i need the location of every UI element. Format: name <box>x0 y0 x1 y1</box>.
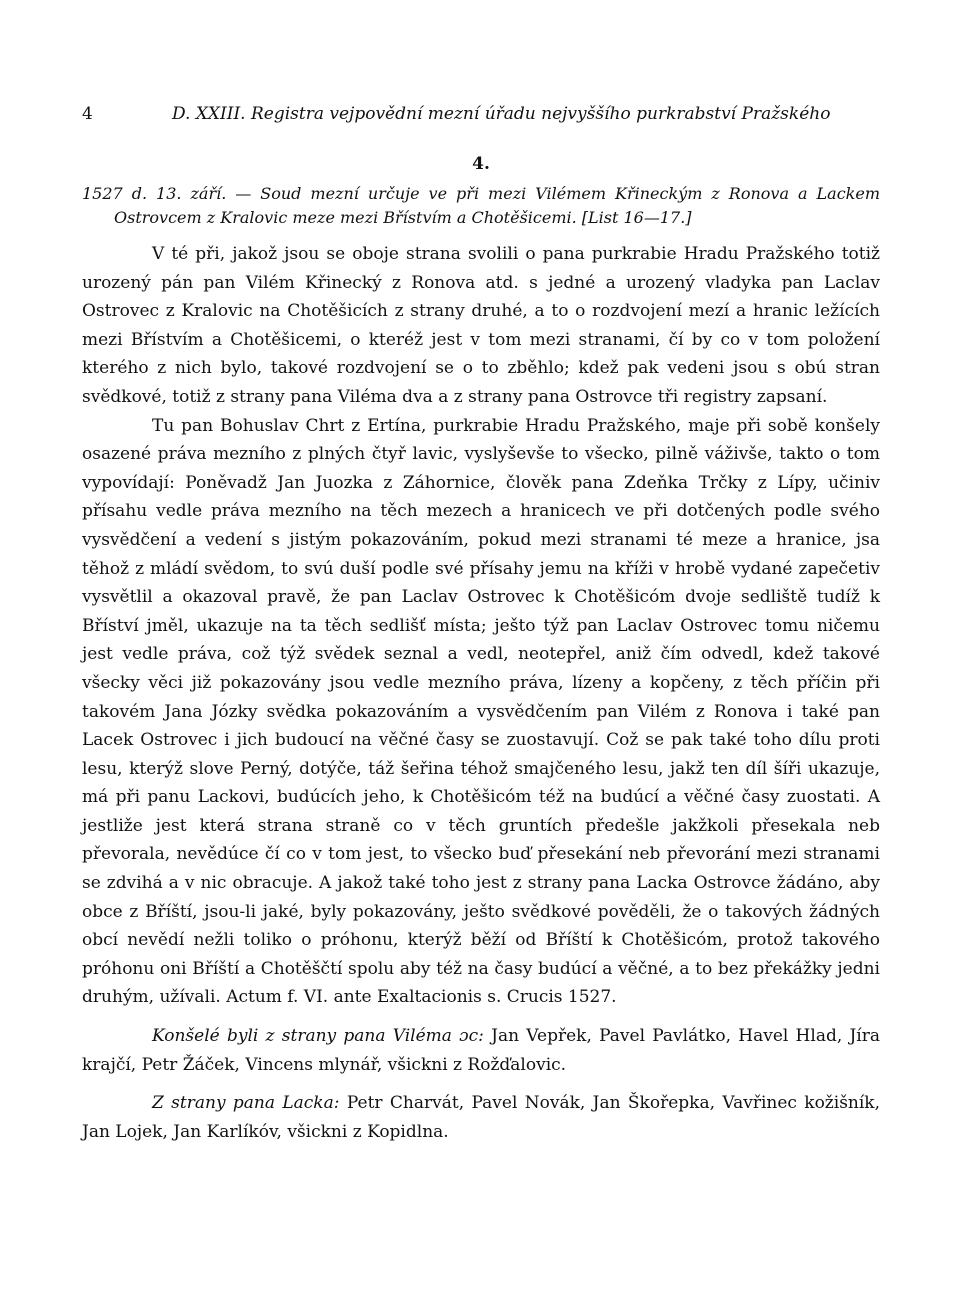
witness-names: Petr Charvát, Pavel Novák, Jan Škořepka, Vavřinec kožišník, Jan Lojek, Jan Karlíkóv, všickni z Kopidlna. <box>82 1093 881 1142</box>
running-header <box>82 104 880 132</box>
witness-lead: Konšelé byli z strany pana Viléma ɔc: <box>152 1026 484 1047</box>
witness-list <box>82 1089 880 1146</box>
running-title: D. XXIII. Registra vejpovědní mezní úřadu nejvyššího purkrabství Pražského <box>172 104 831 124</box>
document-number: 4. <box>472 154 490 174</box>
witness-names: Jan Vepřek, Pavel Pavlátko, Havel Hlad, Jíra krajčí, Petr Žáček, Vincens mlynář, všickni z Rožďalovic. <box>82 1026 880 1075</box>
witness-lead: Z strany pana Lacka: <box>152 1093 340 1114</box>
document-summary: 1527 d. 13. září. — Soud mezní určuje ve při mezi Vilémem Křineckým z Ronova a Lackem Ostrovcem z Kralovic meze mezi Břístvím a Chotěšicemi. [List 16—17.] <box>82 184 880 227</box>
page-number: 4 <box>82 104 93 124</box>
body-paragraph: V té při, jakož jsou se oboje strana svolili o pana purkrabie Hradu Pražského totiž urozený pán pan Vilém Křinecký z Ronova atd. s jedné a urozený vladyka pan Laclav Ostrovec z Kralovic na Chotěšicích z strany druhé, a to o rozdvojení mezí a hranic ležících mezi Břístvím a Chotěšicemi, o kteréž jest v tom mezi stranami, čí by co v tom položení kterého z nich bylo, takové rozdvojení se o to zběhlo; kdež pak vedeni jsou s obú stran svědkové, totiž z strany pana Viléma dva a z strany pana Ostrovce tři registry zapsaní. <box>82 244 880 407</box>
document-page <box>82 104 880 1146</box>
witness-list <box>82 1022 880 1079</box>
body-paragraph: Tu pan Bohuslav Chrt z Ertína, purkrabie Hradu Pražského, maje při sobě konšely osazené práva mezního z plných čtyř lavic, vyslyševše to všecko, pilně váživše, takto o tom vypovídají: Poněvadž Jan Juozka z Záhornice, člověk pana Zdeňka Trčky z Lípy, učiniv přísahu vedle práva mezního na těch mezech a hranicech ve při dotčených podle svého vysvědčení a vedení s jistým pokazováním, pokud mezi stranami té meze a hranice, jsa těhož z mládí svědom, to svú duší podle své přísahy jemu na kříži v hrobě vydané zapečetiv vysvětlil a okazoval pravě, že pan Laclav Ostrovec k Chotěšicóm dvoje sedliště tudíž k Bříství jměl, ukazuje na ta těch sedlišť místa; ješto týž pan Laclav Ostrovec tomu ničemu jest vedle práva, což týž svědek seznal a vedl, neotepřel, aniž čím odvedl, kdež takové všecky věci již pokazovány jsou vedle mezního práva, lízeny a kopčeny, z těch příčin při takovém Jana Józky svědka pokazováním a vysvědčením pan Vilém z Ronova i také pan Lacek Ostrovec i jich budoucí na věčné časy se zuostavují. Což se pak také toho dílu proti lesu, kterýž slove Perný, dotýče, táž šeřina téhož smajčeného lesu, jakž ten díl šíři ukazuje, má při panu Lackovi, budúcích jeho, k Chotěšicóm též na budúcí a věčné časy zuostati. A jestliže jest která strana straně co v těch gruntích předešle jakžkoli přesekala neb převorala, nevědúce čí co v tom jest, to všecko buď přesekání neb převorání mezi stranami se zdvihá a v nic obracuje. A jakož také toho jest z strany pana Lacka Ostrovce žádáno, aby obce z Bříští, jsou-li jaké, byly pokazovány, ješto svědkové pověděli, že o takových žádných obcí nevědí nežli toliko o próhonu, kterýž běží od Bříští k Chotěšicóm, protož takového próhonu oni Bříští a Chotěščtí spolu aby též na časy budúcí a věčné, a to bez překážky jedni druhým, užívali. Actum f. VI. ante Exaltacionis s. Crucis 1527. <box>82 415 880 1008</box>
